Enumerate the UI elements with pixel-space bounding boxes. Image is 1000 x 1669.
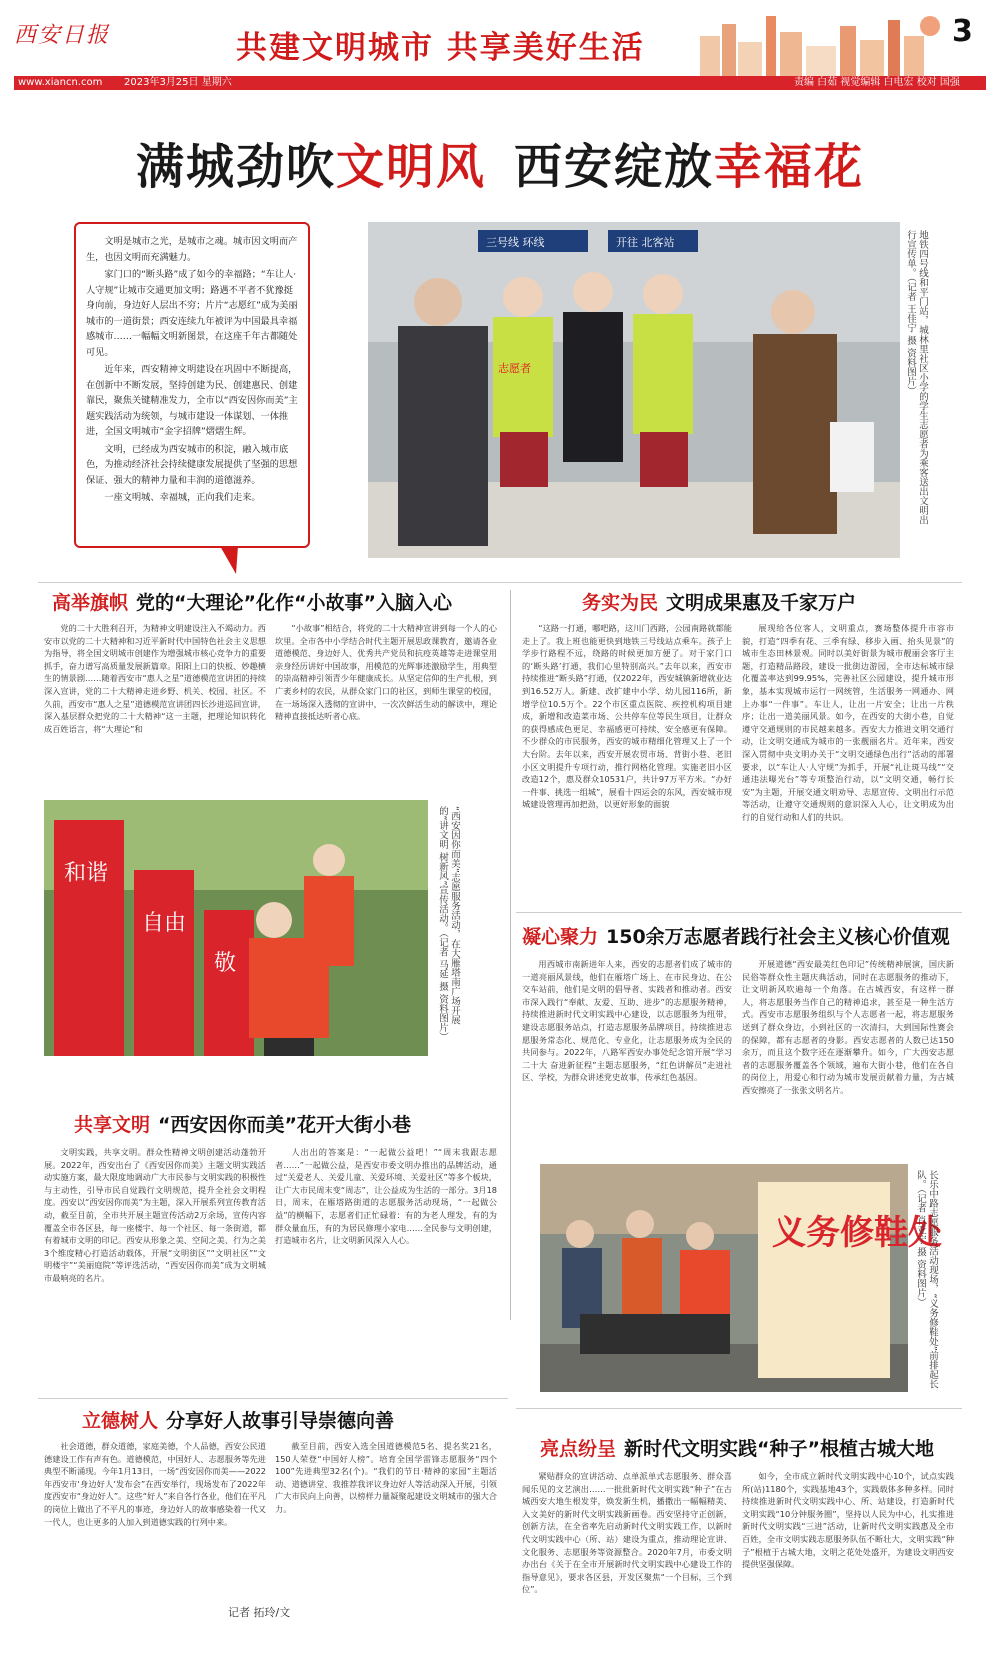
- section-4-col2: 人出出的答案是：“一起做公益吧！”“周末我跟志愿者……”一起做公益，是西安市委文明办推出的品牌活动，通过“关爱老人、关爱儿童、关爱环境、关爱社区”等多个板块，让广大市民周末变“周志”，让公益成为生活的一部分。3月18日，周末，在雁塔路街道的志愿服务活动现场，“一起做公益”的横幅下，志愿者们正忙碌着：有的为老人理发，有的为群众量血压，有的为居民修理小家电……全民参与文明创建，打造城市名片，让文明新风深入人心。: [275, 1147, 497, 1246]
- metro-photo-art: [368, 222, 900, 558]
- section-1-heading: [52, 588, 452, 615]
- section-4-tag: 共享文明: [74, 1114, 151, 1136]
- section-6-col1: 紧贴群众的宣讲活动、点单派单式志愿服务、群众喜闻乐见的文艺演出……一批批新时代文明实践“种子”在古城西安大地生根发芽，焕发新生机，播撒出一幅幅精美、入文美好的新时代文明实践新画卷。西安坚持守正创新，创新方法，在全省率先启动新时代文明实践工作，以新时代文明实践中心（所、站）建设为重点，推动理论宣讲、文化服务、志愿服务等资源整合。2020年7月，市委文明办出台《关于在全市开展新时代文明实践中心建设工作的指导意见》，要求各区县，开发区聚焦“一个目标，三个到位”。: [522, 1471, 732, 1595]
- newspaper-logo: 西安日报: [14, 23, 111, 48]
- section-5-tag: 立德树人: [82, 1410, 159, 1432]
- shoe-photo-caption: 长乐中路志愿服务活动现场，“义务修鞋处”前排起长队。（记者 肖亚宁 摄 资料图片）: [915, 1170, 938, 1389]
- section-3-title: 150余万志愿者践行社会主义核心价值观: [606, 926, 950, 948]
- main-headline: [0, 128, 1000, 197]
- section-3-col1: 用西城市南新进年人来，西安的志愿者们成了城市的一道亮丽风景线，他们在雁塔广场上、在市民身边、在公交车站前，他们是文明的倡导者、实践者和推动者。西安市深入践行“奉献、友爱、互助、进步”的志愿服务精神，持续推进新时代文明实践中心建设，以志愿服务为纽带，建设志愿服务站点，打造志愿服务品牌项目，持续推进志愿服务常态化、规范化、专业化，让志愿服务成为全民的共同参与。2022年，八路军西安办事处纪念馆开展“学习二十大 奋进新征程”主题志愿服务，“红色讲解员”走进社区、学校，为群众讲述党史故事，传承红色基因。: [522, 959, 732, 1083]
- section-2-col1: “这路一打通，哪吧路，这川门西路，公园南路就都能走上了。我上班也能更快到地铁三号线站点乘车。孩子上学步行路程不远，绕路的时候更加方便了。对于家门口的‘断头路’打通，我们心里特别高兴。”去年以来，西安市持续推进“断头路”打通，仅2022年，西安城镇新增就业达到16.52万人。新建、改扩建中小学、幼儿园116所，新增学位10.5万个。22个市区重点医院、疾控机构项目建成，新增和改造菜市场、公共停车位等民生项目，让群众的获得感成色更足、幸福感更可持续、安全感更有保障。不少群众的市民服务，西安的城市精细化管理又上了一个大台阶。去年以来，西安开展农贸市场、背街小巷、老旧小区文明提升专项行动，推行网格化管理。实施老旧小区改造12个，惠及群众10531户，共计97万平方米。“办好一件事、挑选一组城”，展看十四运会的东风，西安城市现城建设管理再加把劲，以更好形象的面貌: [522, 623, 732, 810]
- section-2-title: 文明成果惠及千家万户: [666, 592, 857, 614]
- red-board-photo: [44, 800, 428, 1056]
- masthead: [0, 0, 1000, 90]
- section-6-col2: 如今，全市成立新时代文明实践中心10个，试点实践所(站)1180个，实践基地43个，实践载体多种多样。同时持续推进新时代文明实践中心、所、站建设，打造新时代文明实践“10分钟服务圈”，坚持以人民为中心，扎实推进新时代文明实践“三进”活动，让新时代文明实践惠及全市百姓，全市文明实践志愿服务队伍不断壮大，文明实践“种子”根植于古城大地，文明之花处处盛开，为建设文明西安提供坚强保障。: [742, 1471, 954, 1570]
- section-4-title: “西安因你而美”花开大街小巷: [158, 1114, 411, 1136]
- red-board-word-3: 敬: [214, 951, 237, 976]
- section-divider: [516, 912, 962, 913]
- author-signature: 记者 拓玲/文: [228, 1606, 291, 1619]
- intro-box-tail: [220, 546, 238, 574]
- section-3-col2: 开展道德“西安最美红色印记”传统精神展演，国庆新民俗等群众性主题庆典活动，同时在志愿服务的推动下，让文明新风吹遍每一个角落。在古城西安，有这样一群人，将志愿服务当作自己的精神追求，甚至是一种生活方式。西安市志愿服务组织与个人志愿者一起，将志愿服务送到了群众身边，小到社区的一次清扫，大到国际性赛会的保障，都有志愿者的身影。西安志愿者的人数已达150余万，而且这个数字还在逐渐攀升。如今，广大西安志愿者的志愿服务覆盖各个领域，遍布大街小巷，他们在各自的岗位上，用爱心和行动为城市发展贡献着力量，为古城西安擦亮了一张张文明名片。: [742, 959, 954, 1095]
- red-board-photo-caption: “西安因你而美”志愿服务活动，在大雁塔南广场开展的“讲文明 树新风”宣传活动。（记者 马延 摄 资料图片）: [437, 806, 460, 1042]
- column-divider: [510, 590, 511, 1320]
- section-3-heading: [522, 922, 950, 949]
- editors-credit: 责编 白茹 视觉编辑 白电宏 校对 国强: [794, 77, 960, 88]
- page-number: 3: [952, 14, 973, 49]
- intro-paragraph: 家门口的“断头路”成了如今的幸福路；“车让人·人守规”让城市交通更加文明；路遇不平者不犹豫挺身向前，身边好人层出不穷；片片“志愿红”成为美丽城市的一道街景；西安连续九年被评为中国最具幸福感城市……一幅幅文明新图景，在这座千年古都随处可见。: [86, 269, 298, 358]
- metro-sign-2: 开往 北客站: [616, 236, 675, 249]
- section-6-heading: [540, 1434, 934, 1461]
- section-1-col2: “小故事”相结合，将党的二十大精神宣讲到每一个人的心坎里。全市各中小学结合时代主题开展思政课教育，邀请各业道德模范、身边好人、优秀共产党员和抗疫英雄等走进课堂用亲身经历讲好中国故事，用模范的光辉事迹激励学生，用典型的崇高精神引领青少年健康成长。从坚定信仰的生产扎根，到广袤乡村的农民，从群众家门口的社区，到师生课堂的校园，在一场场深入透彻的宣讲中，一次次鲜活生动的解读中，理论精神直接抵达听者心底。: [275, 623, 497, 722]
- section-3-tag: 凝心聚力: [522, 926, 599, 948]
- section-5-col2: 截至目前，西安入选全国道德模范5名、提名奖21名，150人荣登“中国好人榜”。培育全国学雷锋志愿服务“四个100”先进典型32名(个)。“我们的节日·精神的家园”主题活动、道德讲堂、我推荐我评议身边好人等活动深入开展，引领广大市民向上向善，以榜样力量凝聚起建设文明城市的强大合力。: [275, 1441, 497, 1514]
- website: www.xiancn.com: [18, 77, 103, 88]
- section-5-heading: [82, 1406, 394, 1433]
- date-bar: [14, 76, 986, 90]
- intro-paragraph: 文明，已经成为西安城市的积淀，融入城市底色，为推动经济社会持续健康发展提供了坚强的思想保证、强大的精神力量和丰润的道德滋养。: [86, 443, 298, 486]
- section-1-tag: 高举旗帜: [52, 592, 129, 614]
- intro-paragraph: 文明是城市之光，是城市之魂。城市因文明而产生，也因文明而充满魅力。: [86, 236, 298, 263]
- section-6-tag: 亮点纷呈: [540, 1438, 617, 1460]
- issue-date: 2023年3月25日 星期六: [124, 77, 232, 88]
- section-6-title: 新时代文明实践“种子”根植古城大地: [624, 1438, 934, 1460]
- headline-part4: 幸福花: [714, 139, 865, 195]
- red-board-word-2: 自由: [142, 911, 187, 936]
- intro-paragraph: 一座文明城、幸福城，正向我们走来。: [104, 492, 261, 503]
- section-1-title: 党的“大理论”化作“小故事”入脑入心: [136, 592, 452, 614]
- section-2-heading: [582, 588, 856, 615]
- section-2-tag: 务实为民: [582, 592, 659, 614]
- section-4-heading: [74, 1110, 411, 1137]
- headline-part2: 文明风: [335, 139, 486, 195]
- section-divider: [38, 1398, 508, 1399]
- skyline-illustration: [700, 6, 945, 76]
- section-5-title: 分享好人故事引导崇德向善: [166, 1410, 395, 1432]
- section-divider: [516, 1408, 962, 1409]
- intro-box: [74, 222, 310, 548]
- intro-paragraph: 近年来，西安精神文明建设在巩固中不断提高，在创新中不断发展，坚持创建为民、创建惠民、创建靠民，聚焦关键精准发力，全市以“西安因你而美”主题实践活动为统领，与城市建设一体谋划、一体推进，全国文明城市“金字招牌”熠熠生辉。: [86, 364, 298, 437]
- metro-sign-1: 三号线 环线: [486, 236, 545, 249]
- section-divider: [38, 582, 962, 583]
- page-slogan: 共建文明城市 共享美好生活: [236, 30, 645, 66]
- vest-text: 志愿者: [498, 362, 531, 375]
- section-5-col1: 社会道德，群众道德，家庭美德，个人品德，西安公民道德建设工作有声有色。道德模范，中国好人、志愿服务等先进典型不断涌现。今年1月13日，一场“西安因你而美——2022年西安市‘身边好人’发布会”在西安举行，现场发布了2022年度西安市“身边好人”。这些“好人”来自各行各业，他们在平凡的岗位上做出了不平凡的事迹，身边好人的故事感染着一代又一代人，也让更多的人加入到道德实践的行列中来。: [44, 1441, 266, 1527]
- red-board-word-1: 和谐: [64, 861, 109, 886]
- metro-volunteers-photo: [368, 222, 900, 558]
- section-4-col1: 文明实践，共享文明。群众性精神文明创建活动蓬勃开展。2022年，西安出台了《西安因你而美》主题文明实践活动实施方案，最大限度地调动广大市民参与文明实践的积极性与主动性，引导市民自觉践行文明规范，提升全社会文明程度。西安以“西安因你而美”为主题，深入开展系列宣传教育活动，截至目前，全市共开展主题宣传活动2万余场，宣传内容覆盖全市各区县，每一座楼宇、每一个社区、每一条街道，都有着城市文明的印记。西安从形象之美、空间之美、行为之美3个维度精心打造活动载体，开展“文明街区”“文明社区”“文明楼宇”“美丽庭院”等评选活动，“西安因你而美”成为文明城市最响亮的名片。: [44, 1147, 266, 1283]
- headline-part1: 满城劲吹: [135, 139, 336, 195]
- section-2-col2: 展现给各位客人，文明重点，赛场整体提升市容市貌，打造“四季有花、三季有绿、移步入画、抬头见景”的城市生态田林景观。同时以美好街景为城市靓丽会客厅主题，打造精品路段，建设一批街边游园，全市达标城市绿化覆盖率达到99.95%，完善社区公园建设，提升城市形象，基本实现城市运行一网统管，生活服务一网通办、网上办事“一件事”。车让人，让出一片安全；让出一片秩序；让出一道美丽风景。如今，在西安的大街小巷，自觉遵守交通规则的市民越来越多。西安大力推进文明交通行动，让文明交通成为城市的一张靓丽名片。近年来，西安深入贯彻中央文明办关于“文明交通绿色出行”活动的部署要求，以“车让人·人守规”为抓手，开展“礼让斑马线”“交通违法曝光台”等专项整治行动，以“文明交通，畅行长安”为主题，开展交通文明劝导、志愿宣传、文明出行示范等活动，让遵守交通规则的意识深入人心，让文明成为出行的自觉行动和人们的共识。: [742, 623, 954, 822]
- headline-part3: 西安绽放: [514, 139, 715, 195]
- metro-photo-caption: 地铁四号线和平门站，城林里社区小学的学生志愿者为乘客送出文明出行宣传单。（记者 王佳宁 摄 资料图片）: [905, 230, 928, 525]
- section-1-col1: 党的二十大胜利召开，为精神文明建设注入不竭动力。西安市以党的二十大精神和习近平新时代中国特色社会主义思想为指导，将全国文明城市创建作为增强城市核心竞争力的重要抓手，奋力谱写高质量发展新篇章。阳阳上口的快板、妙趣横生的情景剧……随着西安市“惠人之星”道德模范宣讲团的持续深入宣讲，党的二十大精神走进乡野、机关、校园、社区。不久前，西安市“惠人之星”道德模范宣讲团四长沙进巡回宣讲，深入基层群众把党的二十大精神“这一主题，把理论知识转化成百姓语言，将“大理论”和: [44, 623, 266, 734]
- red-board-photo-art: [44, 800, 428, 1056]
- shoe-sign-text: 义务修鞋处: [772, 1213, 942, 1253]
